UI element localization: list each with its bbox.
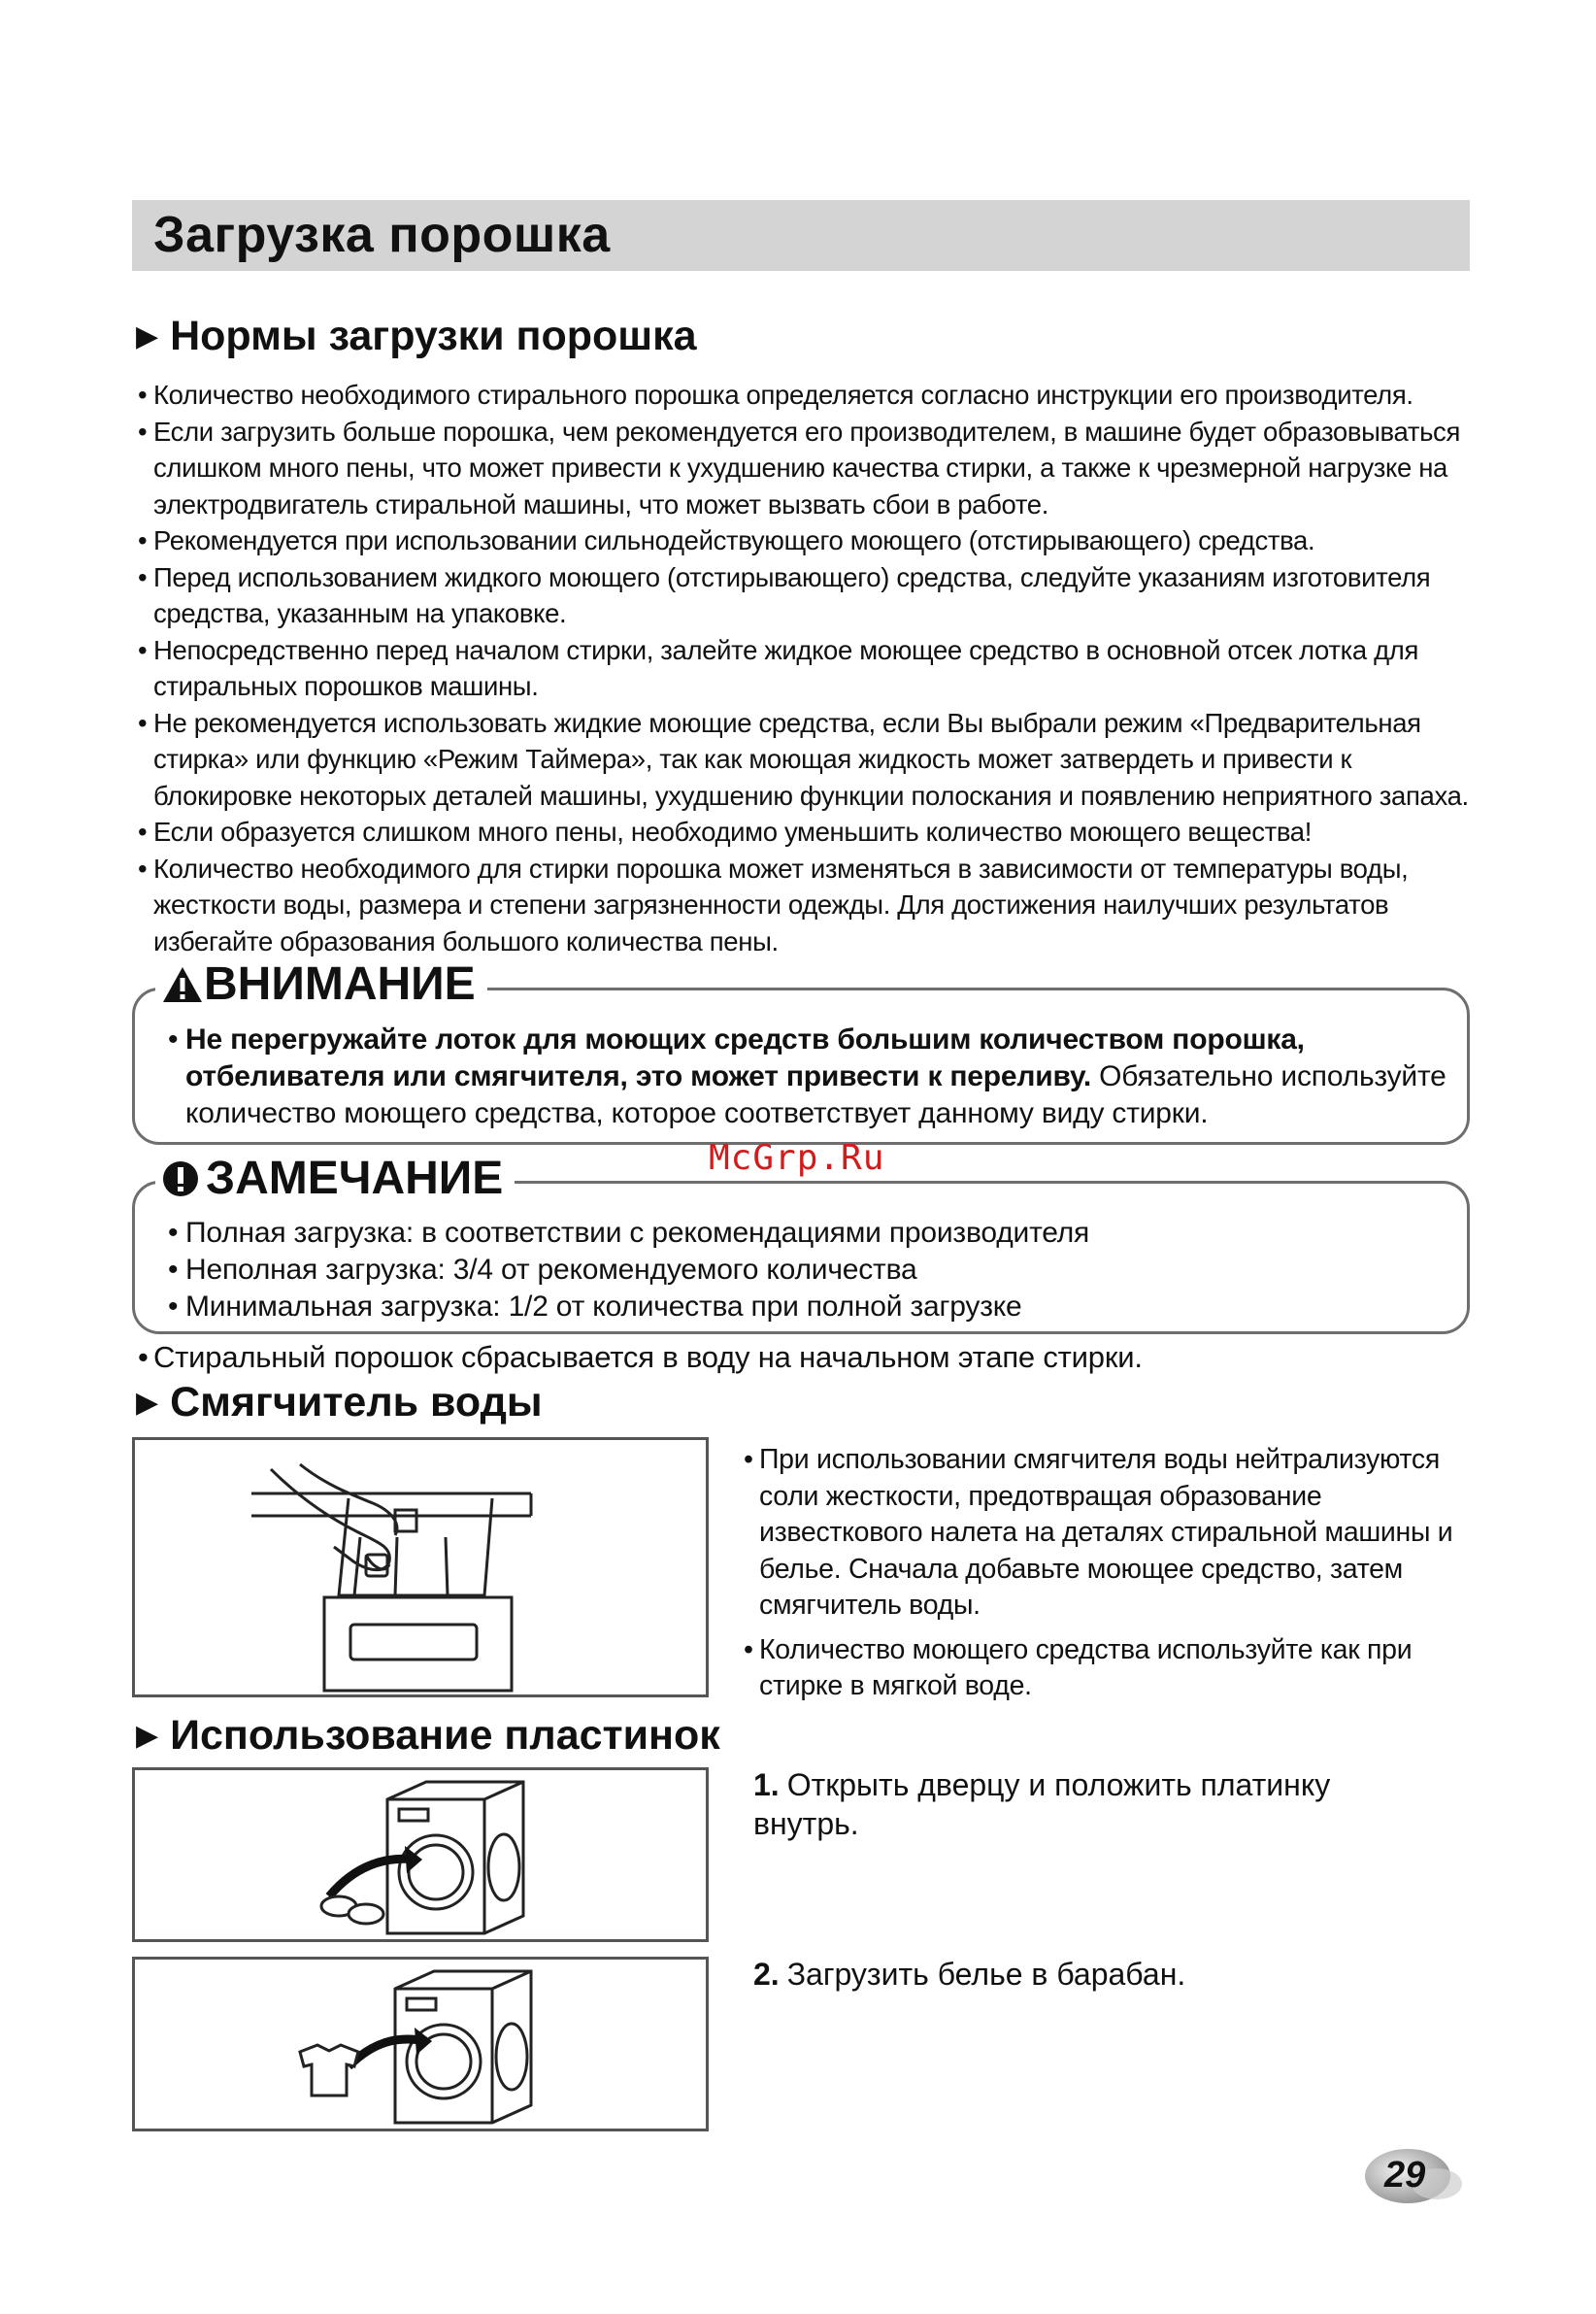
softener-illustration (132, 1437, 709, 1697)
triangle-right-icon: ▶ (136, 1720, 159, 1752)
list-item: • Если образуется слишком много пены, необходимо уменьшить количество моющего вещества! (138, 814, 1487, 851)
page-number-badge (1359, 2141, 1466, 2209)
section-heading-tablets-text: Использование пластинок (170, 1712, 720, 1759)
after-note (138, 1339, 1487, 1376)
step-text: Открыть дверцу и положить платинку внутрь. (753, 1767, 1331, 1841)
section-heading-tablets (136, 1712, 720, 1760)
exclamation-circle-icon (161, 1159, 200, 1198)
triangle-right-icon: ▶ (136, 320, 159, 352)
step-number: 1. (753, 1767, 780, 1802)
list-item: • Рекомендуется при использовании сильнодействующего моющего (отстирывающего) средства. (138, 522, 1487, 559)
list-item: • Перед использованием жидкого моющего (отстирывающего) средства, следуйте указаниям изготовителя средства, указанным на упаковке. (138, 559, 1487, 632)
step-number: 2. (753, 1957, 780, 1992)
section-heading-norms-text: Нормы загрузки порошка (170, 313, 697, 359)
list-item: • Не рекомендуется использовать жидкие моющие средства, если Вы выбрали режим «Предварительная стирка» или функцию «Режим Таймера», так как моющая жидкость может затвердеть и привести к блокировке некоторых деталей машины, ухудшению функции полоскания и появлению неприятного запаха. (138, 705, 1487, 815)
section-heading-softener-text: Смягчитель воды (170, 1379, 543, 1425)
softener-list (744, 1442, 1481, 1705)
watermark: McGrp.Ru (709, 1138, 885, 1178)
step-1 (753, 1765, 1433, 1843)
list-item: • Полная загрузка: в соответствии с рекомендациями производителя (168, 1215, 1449, 1252)
caution-label (155, 957, 487, 1012)
caution-bold-text: Не перегружайте лоток для моющих средств большим количеством порошка, отбеливателя или смягчителя, это может привести к переливу. (185, 1023, 1305, 1092)
warning-triangle-icon (161, 965, 204, 1004)
note-label-text: ЗАМЕЧАНИЕ (206, 1153, 504, 1204)
list-item: • Непосредственно перед началом стирки, залейте жидкое моющее средство в основной отсек лотка для стиральных порошков машины. (138, 632, 1487, 705)
list-item: • Количество необходимого стирального порошка определяется согласно инструкции его производителя. (138, 377, 1487, 414)
list-item: • Минимальная загрузка: 1/2 от количества при полной загрузке (168, 1289, 1449, 1325)
triangle-right-icon: ▶ (136, 1387, 159, 1419)
detergent-drawer-image (135, 1440, 706, 1694)
caution-label-text: ВНИМАНИЕ (204, 958, 476, 1010)
step-2 (753, 1955, 1433, 1994)
note-list (168, 1215, 1449, 1325)
note-label (155, 1152, 515, 1206)
section-heading-norms (136, 313, 697, 360)
step-text: Загрузить белье в барабан. (786, 1957, 1186, 1992)
norms-list (138, 377, 1487, 959)
title-bar (132, 200, 1470, 271)
list-item: • Стиральный порошок сбрасывается в воду на начальном этапе стирки. (138, 1339, 1487, 1376)
section-heading-softener (136, 1379, 543, 1426)
list-item: • Неполная загрузка: 3/4 от рекомендуемого количества (168, 1252, 1449, 1289)
caution-text (168, 1022, 1449, 1132)
page-number: 29 (1384, 2155, 1426, 2196)
page-title: Загрузка порошка (153, 207, 611, 263)
list-item: • Количество необходимого для стирки порошка может изменяться в зависимости от температуры воды, жесткости воды, размера и степени загрязненности одежды. Для достижения наилучших результатов избегайте образования большого количества пены. (138, 851, 1487, 960)
caution-normal-text: Обязательно используйте количество моющего средства, которое соответствует данному виду стирки. (185, 1060, 1446, 1129)
caution-item (168, 1022, 1449, 1132)
tablets-illustration-1 (132, 1767, 709, 1942)
tablets-illustration-2 (132, 1957, 709, 2131)
washer-tablets-image (135, 1770, 706, 1939)
list-item: • Количество моющего средства используйте как при стирке в мягкой воде. (744, 1632, 1481, 1705)
list-item: • При использовании смягчителя воды нейтрализуются соли жесткости, предотвращая образование известкового налета на деталях стиральной машины и белье. Сначала добавьте моющее средство, затем смягчитель воды. (744, 1442, 1481, 1625)
washer-laundry-image (135, 1960, 706, 2129)
list-item: • Если загрузить больше порошка, чем рекомендуется его производителем, в машине будет образовываться слишком много пены, что может привести к ухудшению качества стирки, а также к чрезмерной нагрузке на электродвигатель стиральной машины, что может вызвать сбои в работе. (138, 414, 1487, 523)
